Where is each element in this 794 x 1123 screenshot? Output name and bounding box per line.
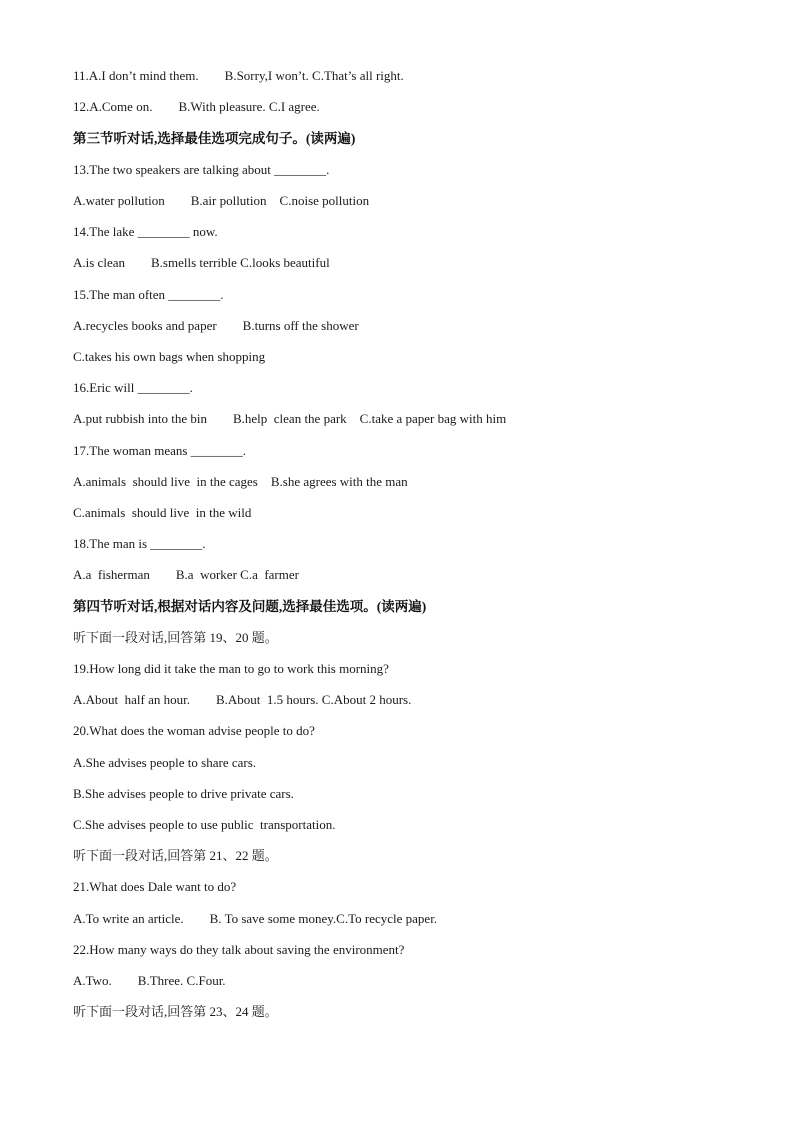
question-22: 22.How many ways do they talk about saving the environment? — [73, 942, 405, 957]
question-20: 20.What does the woman advise people to do? — [73, 723, 315, 738]
question-15-option-c: C.takes his own bags when shopping — [73, 349, 266, 364]
question-20-option-b: B.She advises people to drive private cars. — [73, 786, 294, 801]
question-13-options: A.water pollution B.air pollution C.noise pollution — [73, 193, 370, 208]
question-21-options: A.To write an article. B. To save some money.C.To recycle paper. — [73, 911, 438, 926]
question-20-option-c: C.She advises people to use public transportation. — [73, 817, 336, 832]
question-17-option-c: C.animals should live in the wild — [73, 505, 252, 520]
question-22-options: A.Two. B.Three. C.Four. — [73, 973, 226, 988]
dialogue-instruction-21-22: 听下面一段对话,回答第 21、22 题。 — [73, 848, 278, 863]
section-3-heading: 第三节听对话,选择最佳选项完成句子。(读两遍) — [73, 131, 356, 146]
question-19-options: A.About half an hour. B.About 1.5 hours. C.About 2 hours. — [73, 692, 412, 707]
question-14-options: A.is clean B.smells terrible C.looks beautiful — [73, 255, 330, 270]
section-4-heading: 第四节听对话,根据对话内容及问题,选择最佳选项。(读两遍) — [73, 599, 427, 614]
question-19: 19.How long did it take the man to go to work this morning? — [73, 661, 389, 676]
question-13: 13.The two speakers are talking about ________. — [73, 162, 330, 177]
question-18-options: A.a fisherman B.a worker C.a farmer — [73, 567, 299, 582]
question-17-options-ab: A.animals should live in the cages B.she agrees with the man — [73, 474, 408, 489]
question-15-options-ab: A.recycles books and paper B.turns off the shower — [73, 318, 359, 333]
question-17: 17.The woman means ________. — [73, 443, 246, 458]
question-14: 14.The lake ________ now. — [73, 224, 218, 239]
dialogue-instruction-19-20: 听下面一段对话,回答第 19、20 题。 — [73, 630, 278, 645]
question-12-options: 12.A.Come on. B.With pleasure. C.I agree. — [73, 99, 320, 114]
question-15: 15.The man often ________. — [73, 287, 224, 302]
question-11-options: 11.A.I don’t mind them. B.Sorry,I won’t. C.That’s all right. — [73, 68, 404, 83]
question-18: 18.The man is ________. — [73, 536, 206, 551]
question-16: 16.Eric will ________. — [73, 380, 193, 395]
dialogue-instruction-23-24: 听下面一段对话,回答第 23、24 题。 — [73, 1004, 278, 1019]
question-16-options: A.put rubbish into the bin B.help clean the park C.take a paper bag with him — [73, 411, 507, 426]
question-20-option-a: A.She advises people to share cars. — [73, 755, 257, 770]
question-21: 21.What does Dale want to do? — [73, 879, 237, 894]
